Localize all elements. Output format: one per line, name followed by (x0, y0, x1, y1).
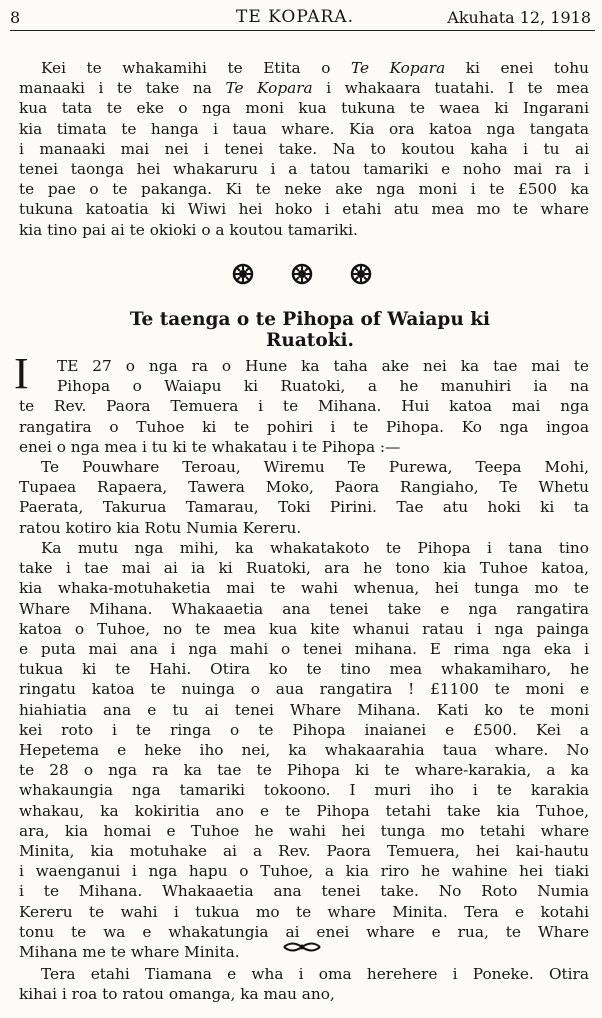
text-line: Mihana me te whare Minita. (19, 943, 240, 962)
text-line: kihai i roa to ratou omanga, ka mau ano, (19, 985, 335, 1004)
publication-title: TE KOPARA. (236, 7, 354, 27)
issue-date: Akuhata 12, 1918 (447, 8, 591, 27)
text-line: kia tino pai ai te okioki o a koutou tamariki. (19, 220, 358, 239)
text-line: Kei te whakamihi te Etita o Te Kopara ki enei tohu (41, 59, 589, 77)
text-line: Kereru te wahi i tukua mo te whare Minita. Tera e kotahi (19, 902, 589, 921)
text-line: Pihopa o Waiapu ki Ruatoki, a he manuhiri ia na (57, 377, 589, 396)
closing-paragraph (19, 964, 589, 1004)
text-line: i te Mihana. Whakaaetia ana tenei take. No Roto Numia (19, 882, 589, 901)
flower-ornament-icon (232, 263, 254, 285)
text-line: kei roto i te ringa o te Pihopa inaianei e £500. Kei a (19, 720, 589, 739)
text-line: enei o nga mea i tu ki te whakatau i te Pihopa :— (19, 437, 401, 456)
text-line: whakau, ka kokiritia ano e te Pihopa tetahi take kia Tuhoe, (19, 801, 589, 820)
article-paragraph-2 (19, 457, 589, 538)
text-line: Minita, kia motuhake ai a Rev. Paora Temuera, hei kai-hautu (19, 842, 589, 861)
article-paragraph-3 (19, 538, 589, 962)
text-line: katoa o Tuhoe, no te mea kua kite whanui ratau i nga painga (19, 619, 589, 638)
text-line: Hepetema e heke iho nei, ka whakaarahia taua whare. No (19, 741, 589, 760)
text-line: e puta mai ana i nga mahi o tenei mihana. E rima nga eka i (19, 640, 589, 659)
text-line: rangatira o Tuhoe ki te pohiri i te Pihopa. Ko nga ingoa (19, 417, 589, 436)
tailpiece-ornament-icon (282, 940, 322, 954)
page-header (10, 4, 595, 31)
text-line: Whare Mihana. Whakaaetia ana tenei take e nga rangatira (19, 599, 589, 618)
text-line: whakaungia nga tamariki tokoono. I muri iho i te karakia (19, 781, 589, 800)
text-line: TE 27 o nga ra o Hune ka taha ake nei ka tae mai te (57, 357, 589, 375)
text-line: te pae o te pakanga. Ki te neke ake nga moni i te £500 ka (19, 180, 589, 199)
text-line: Tupaea Rapaera, Tawera Moko, Paora Rangiaho, Te Whetu (19, 478, 589, 497)
text-line: take i tae mai ai ia ki Ruatoki, ara he tono kia Tuhoe katoa, (19, 559, 589, 578)
article-headline (60, 309, 560, 351)
text-line: ratou kotiro kia Rotu Numia Kereru. (19, 518, 302, 537)
text-line: kia whaka-motuhaketia mai te wahi whenua, hei tunga mo te (19, 579, 589, 598)
intro-paragraph (19, 58, 589, 240)
flower-ornament-icon (291, 263, 313, 285)
text-line: tukua ki te Hahi. Otira ko te tino mea whakamiharo, he (19, 660, 589, 679)
text-line: Ka mutu nga mihi, ka whakatakoto te Pihopa i tana tino (41, 539, 589, 557)
section-divider-ornaments (232, 263, 372, 287)
article-paragraph-1 (19, 356, 589, 457)
text-line: tukuna katoatia ki Wiwi hei hoko i etahi atu mea mo te whare (19, 200, 589, 219)
text-line: tonu te wa e whakatungia ai enei whare e rua, te Whare (19, 922, 589, 941)
headline-line-1: Te taenga o te Pihopa of Waiapu ki (129, 309, 491, 330)
text-line: kua tata te eke o nga moni kua tukuna te waea ki Ingarani (19, 99, 589, 118)
text-line: ringatu katoa te nuinga o aua rangatira ! £1100 te moni e (19, 680, 589, 699)
text-line: te Rev. Paora Temuera i te Mihana. Hui katoa mai nga (19, 397, 589, 416)
text-line: kia timata te hanga i taua whare. Kia ora katoa nga tangata (19, 119, 589, 138)
text-line: manaaki i te take na Te Kopara i whakaara tuatahi. I te mea (19, 79, 589, 98)
text-line: tenei taonga hei whakaruru i a tatou tamariki e noho mai ra i (19, 160, 589, 179)
text-line: hiahiatia ana e tu ai tenei Whare Mihana. Kati ko te moni (19, 700, 589, 719)
text-line: te 28 o nga ra ka tae te Pihopa ki te whare-karakia, a ka (19, 761, 589, 780)
text-line: i waenganui i nga hapu o Tuhoe, a kia riro he wahine hei tiaki (19, 862, 589, 881)
text-line: ara, kia homai e Tuhoe he wahi hei tunga mo tetahi whare (19, 821, 589, 840)
text-line: Paerata, Takurua Tamarau, Toki Pirini. Tae atu hoki ki ta (19, 498, 589, 517)
text-line: Tera etahi Tiamana e wha i oma herehere i Poneke. Otira (41, 965, 589, 983)
text-line: Te Pouwhare Teroau, Wiremu Te Purewa, Teepa Mohi, (41, 458, 589, 476)
text-line: i manaaki mai nei i tenei take. Na to koutou kaha i tu ai (19, 139, 589, 158)
flower-ornament-icon (350, 263, 372, 285)
drop-cap: I (14, 349, 29, 398)
page-number: 8 (10, 8, 21, 27)
headline-line-2: Ruatoki. (266, 330, 354, 351)
